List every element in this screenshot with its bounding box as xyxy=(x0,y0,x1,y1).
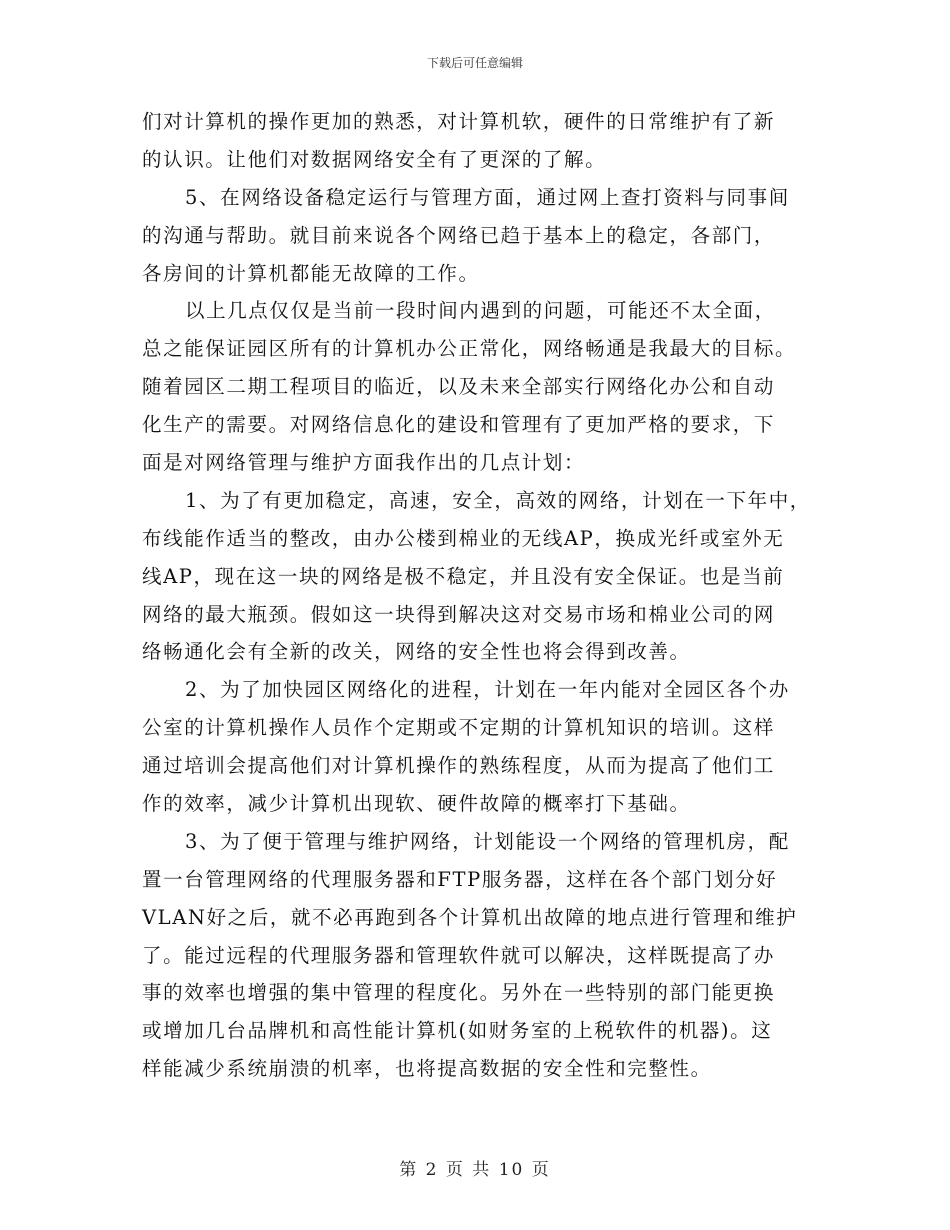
text-line: 络畅通化会有全新的改关，网络的安全性也将会得到改善。 xyxy=(142,640,691,664)
document-body xyxy=(142,103,830,1088)
text-line: 2、为了加快园区网络化的进程，计划在一年内能对全园区各个办 xyxy=(185,678,790,702)
text-line: 化生产的需要。对网络信息化的建设和管理有了更加严格的要求，下 xyxy=(142,413,776,437)
text-line: 1、为了有更加稳定，高速，安全，高效的网络，计划在一下年中， xyxy=(185,488,811,512)
text-line: 布线能作适当的整改，由办公楼到棉业的无线AP，换成光纤或室外无 xyxy=(142,526,785,550)
text-line: 通过培训会提高他们对计算机操作的熟练程度，从而为提高了他们工 xyxy=(142,754,776,778)
text-line: 的沟通与帮助。就目前来说各个网络已趋于基本上的稳定，各部门， xyxy=(142,223,776,247)
page-number-footer: 第 2 页 共 10 页 xyxy=(399,1160,551,1180)
text-line: 公室的计算机操作人员作个定期或不定期的计算机知识的培训。这样 xyxy=(142,716,776,740)
text-line: 作的效率，减少计算机出现软、硬件故障的概率打下基础。 xyxy=(142,792,691,816)
text-line: 事的效率也增强的集中管理的程度化。另外在一些特别的部门能更换 xyxy=(142,981,776,1005)
text-line: 的认识。让他们对数据网络安全有了更深的了解。 xyxy=(142,147,607,171)
text-line: 各房间的计算机都能无故障的工作。 xyxy=(142,261,480,285)
text-line: 或增加几台品牌机和高性能计算机(如财务室的上税软件的机器)。这 xyxy=(142,1019,773,1043)
text-line: 网络的最大瓶颈。假如这一块得到解决这对交易市场和棉业公司的网 xyxy=(142,602,776,626)
text-line: 样能减少系统崩溃的机率，也将提高数据的安全性和完整性。 xyxy=(142,1057,712,1081)
page-header-note: 下载后可任意编辑 xyxy=(426,56,523,70)
text-line: 置一台管理网络的代理服务器和FTP服务器，这样在各个部门划分好 xyxy=(142,867,778,891)
text-line: 们对计算机的操作更加的熟悉，对计算机软，硬件的日常维护有了新 xyxy=(142,110,776,133)
text-line: 3、为了便于管理与维护网络，计划能设一个网络的管理机房，配 xyxy=(185,829,790,853)
text-line: 随着园区二期工程项目的临近，以及未来全部实行网络化办公和自动 xyxy=(142,375,776,399)
text-line: VLAN好之后，就不必再跑到各个计算机出故障的地点进行管理和维护 xyxy=(142,905,798,929)
text-line: 以上几点仅仅是当前一段时间内遇到的问题，可能还不太全面， xyxy=(185,299,776,323)
text-line: 总之能保证园区所有的计算机办公正常化，网络畅通是我最大的目标。 xyxy=(142,337,797,361)
text-line: 面是对网络管理与维护方面我作出的几点计划： xyxy=(142,451,586,475)
text-line: 了。能过远程的代理服务器和管理软件就可以解决，这样既提高了办 xyxy=(142,943,776,967)
text-line: 5、在网络设备稳定运行与管理方面，通过网上查打资料与同事间 xyxy=(185,185,790,209)
text-line: 线AP，现在这一块的网络是极不稳定，并且没有安全保证。也是当前 xyxy=(142,564,785,588)
